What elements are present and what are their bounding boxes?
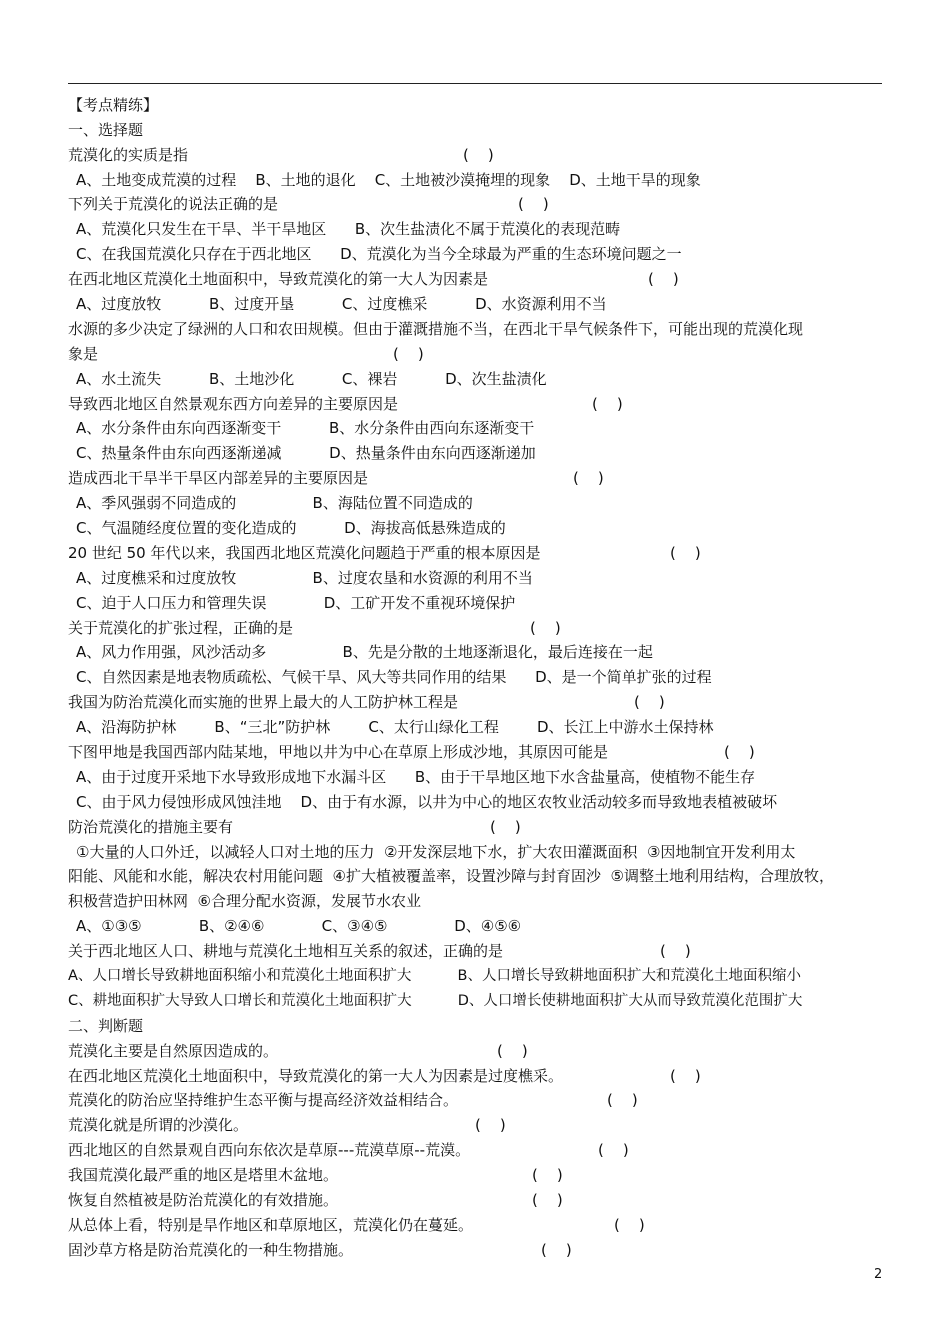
question-stem: 关于西北地区人口、耕地与荒漠化土地相互关系的叙述，正确的是 bbox=[68, 942, 504, 960]
question-option: A、风力作用强，风沙活动多 B、先是分散的土地逐渐退化，最后连接在一起 bbox=[76, 643, 653, 661]
answer-paren: ( ) bbox=[518, 195, 549, 213]
judgment-item: 荒漠化就是所谓的沙漠化。 bbox=[68, 1116, 249, 1134]
question-option: A、由于过度开采地下水导致形成地下水漏斗区 B、由于干旱地区地下水含盐量高，使植物不能生存 bbox=[76, 768, 756, 786]
judgment-item: 我国荒漠化最严重的地区是塔里木盆地。 bbox=[68, 1166, 339, 1184]
judgment-item: 从总体上看，特别是旱作地区和草原地区，荒漠化仍在蔓延。 bbox=[68, 1216, 474, 1234]
question-option: C、在我国荒漠化只存在于西北地区 D、荒漠化为当今全球最为严重的生态环境问题之一 bbox=[76, 245, 682, 263]
judgment-item: 固沙草方格是防治荒漠化的一种生物措施。 bbox=[68, 1241, 354, 1259]
question-option: A、土地变成荒漠的过程 B、土地的退化 C、土地被沙漠掩埋的现象 D、土地干旱的现象 bbox=[76, 171, 701, 189]
answer-paren: ( ) bbox=[724, 743, 755, 761]
question-option: A、过度放牧 B、过度开垦 C、过度樵采 D、水资源利用不当 bbox=[76, 295, 607, 313]
question-option: C、自然因素是地表物质疏松、气候干旱、风大等共同作用的结果 D、是一个简单扩张的过程 bbox=[76, 668, 712, 686]
question-stem: 20 世纪 50 年代以来，我国西北地区荒漠化问题趋于严重的根本原因是 bbox=[68, 544, 541, 562]
answer-paren: ( ) bbox=[598, 1141, 629, 1159]
answer-paren: ( ) bbox=[670, 1067, 701, 1085]
answer-paren: ( ) bbox=[541, 1241, 572, 1259]
judgment-item: 恢复自然植被是防治荒漠化的有效措施。 bbox=[68, 1191, 339, 1209]
question-option: A、人口增长导致耕地面积缩小和荒漠化土地面积扩大 B、人口增长导致耕地面积扩大和荒漠化土地面积缩小 bbox=[68, 968, 801, 984]
answer-paren: ( ) bbox=[670, 544, 701, 562]
question-option: A、①③⑤ B、②④⑥ C、③④⑤ D、④⑤⑥ bbox=[76, 917, 522, 935]
answer-paren: ( ) bbox=[614, 1216, 645, 1234]
question-stem: 下图甲地是我国西部内陆某地，甲地以井为中心在草原上形成沙地，其原因可能是 bbox=[68, 743, 609, 761]
answer-paren: ( ) bbox=[573, 469, 604, 487]
answer-paren: ( ) bbox=[463, 146, 494, 164]
answer-paren: ( ) bbox=[497, 1042, 528, 1060]
question-stem: 造成西北干旱半干旱区内部差异的主要原因是 bbox=[68, 469, 369, 487]
question-option: C、迫于人口压力和管理失误 D、工矿开发不重视环境保护 bbox=[76, 594, 516, 612]
question-option: A、沿海防护林 B、“三北”防护林 C、太行山绿化工程 D、长江上中游水土保持林 bbox=[76, 718, 714, 736]
question-option: A、季风强弱不同造成的 B、海陆位置不同造成的 bbox=[76, 494, 473, 512]
question-option: A、荒漠化只发生在干旱、半干旱地区 B、次生盐渍化不属于荒漠化的表现范畴 bbox=[76, 220, 621, 238]
question-option: A、过度樵采和过度放牧 B、过度农垦和水资源的利用不当 bbox=[76, 569, 533, 587]
section-title-judgment: 二、判断题 bbox=[68, 1017, 144, 1035]
header-rule bbox=[68, 83, 882, 84]
question-option: A、水分条件由东向西逐渐变干 B、水分条件由西向东逐渐变干 bbox=[76, 419, 535, 437]
question-option: C、热量条件由东向西逐渐递减 D、热量条件由东向西逐渐递加 bbox=[76, 444, 536, 462]
question-option: 阳能、风能和水能，解决农村用能问题 ④扩大植被覆盖率，设置沙障与封育固沙 ⑤调整土地利用结构，合理放牧， bbox=[68, 867, 834, 885]
question-stem: 我国为防治荒漠化而实施的世界上最大的人工防护林工程是 bbox=[68, 693, 459, 711]
question-option: 积极营造护田林网 ⑥合理分配水资源，发展节水农业 bbox=[68, 892, 421, 910]
answer-paren: ( ) bbox=[592, 395, 623, 413]
answer-paren: ( ) bbox=[648, 270, 679, 288]
answer-paren: ( ) bbox=[660, 942, 691, 960]
answer-paren: ( ) bbox=[475, 1116, 506, 1134]
question-stem: 防治荒漠化的措施主要有 bbox=[68, 818, 234, 836]
section-header: 【考点精练】 bbox=[68, 96, 159, 114]
answer-paren: ( ) bbox=[530, 619, 561, 637]
judgment-item: 荒漠化主要是自然原因造成的。 bbox=[68, 1042, 279, 1060]
judgment-item: 在西北地区荒漠化土地面积中，导致荒漠化的第一大人为因素是过度樵采。 bbox=[68, 1067, 564, 1085]
question-option: A、水土流失 B、土地沙化 C、裸岩 D、次生盐渍化 bbox=[76, 370, 547, 388]
answer-paren: ( ) bbox=[532, 1166, 563, 1184]
section-title-choice: 一、选择题 bbox=[68, 121, 144, 139]
answer-paren: ( ) bbox=[634, 693, 665, 711]
question-stem: 荒漠化的实质是指 bbox=[68, 146, 189, 164]
question-stem: 在西北地区荒漠化土地面积中，导致荒漠化的第一大人为因素是 bbox=[68, 270, 489, 288]
page-number: 2 bbox=[874, 1267, 883, 1282]
answer-paren: ( ) bbox=[393, 345, 424, 363]
question-stem: 导致西北地区自然景观东西方向差异的主要原因是 bbox=[68, 395, 399, 413]
question-option: ①大量的人口外迁，以减轻人口对土地的压力 ②开发深层地下水，扩大农田灌溉面积 ③因地制宜开发利用太 bbox=[76, 843, 796, 861]
judgment-item: 荒漠化的防治应坚持维护生态平衡与提高经济效益相结合。 bbox=[68, 1091, 459, 1109]
question-stem: 下列关于荒漠化的说法正确的是 bbox=[68, 195, 279, 213]
question-stem: 关于荒漠化的扩张过程，正确的是 bbox=[68, 619, 294, 637]
question-option: C、由于风力侵蚀形成风蚀洼地 D、由于有水源，以井为中心的地区农牧业活动较多而导致地表植被破坏 bbox=[76, 793, 778, 811]
answer-paren: ( ) bbox=[607, 1091, 638, 1109]
question-option: C、气温随经度位置的变化造成的 D、海拔高低悬殊造成的 bbox=[76, 519, 506, 537]
question-stem: 水源的多少决定了绿洲的人口和农田规模。但由于灌溉措施不当，在西北干旱气候条件下，可能出现的荒漠化现 bbox=[68, 320, 804, 338]
judgment-item: 西北地区的自然景观自西向东依次是草原---荒漠草原--荒漠。 bbox=[68, 1141, 471, 1159]
question-stem-cont: 象是 bbox=[68, 345, 99, 363]
answer-paren: ( ) bbox=[532, 1191, 563, 1209]
answer-paren: ( ) bbox=[490, 818, 521, 836]
question-option: C、耕地面积扩大导致人口增长和荒漠化土地面积扩大 D、人口增长使耕地面积扩大从而导致荒漠化范围扩大 bbox=[68, 993, 803, 1009]
